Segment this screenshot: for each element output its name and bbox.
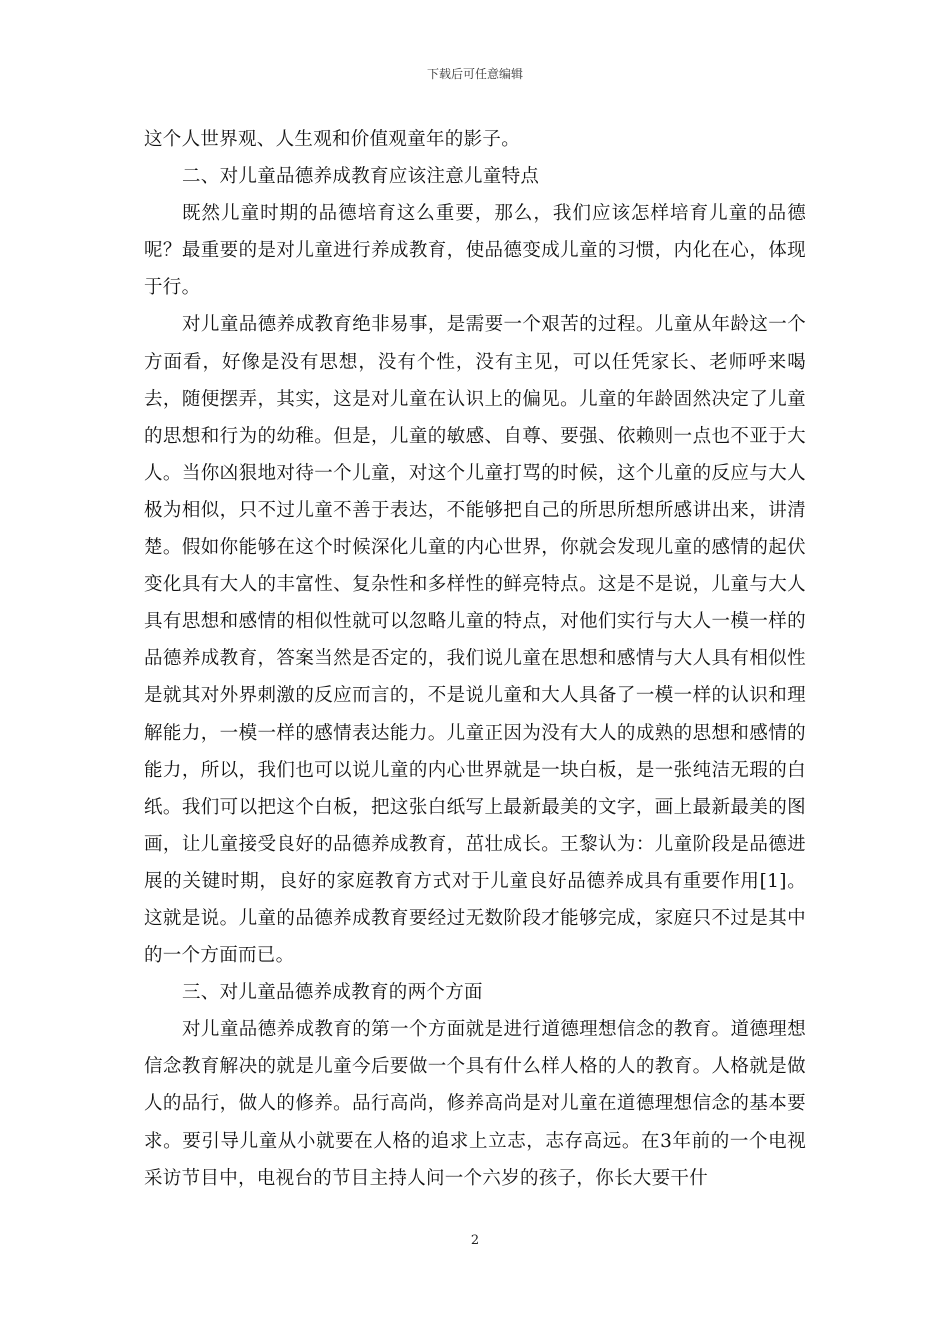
page-number: 2 [470, 1233, 480, 1248]
paragraph-continuation: 这个人世界观、人生观和价值观童年的影子。 [144, 129, 521, 150]
paragraph-1: 既然儿童时期的品德培育这么重要，那么，我们应该怎样培育儿童的品德呢？最重要的是对儿童进行养成教育，使品德变成儿童的习惯，内化在心，体现于行。 [144, 203, 806, 299]
document-body [144, 121, 806, 1197]
section-heading-2: 二、对儿童品德养成教育应该注意儿童特点 [182, 166, 540, 188]
page-header: 下载后可任意编辑 [426, 67, 523, 81]
paragraph-3: 对儿童品德养成教育的第一个方面就是进行道德理想信念的教育。道德理想信念教育解决的就是儿童今后要做一个具有什么样人格的人的教育。人格就是做人的品行，做人的修养。品行高尚，修养高尚是对儿童在道德理想信念的基本要求。要引导儿童从小就要在人格的追求上立志，志存高远。在3年前的一个电视采访节目中，电视台的节目主持人问一个六岁的孩子，你长大要干什 [144, 1019, 806, 1189]
section-heading-3: 三、对儿童品德养成教育的两个方面 [182, 982, 483, 1004]
paragraph-2: 对儿童品德养成教育绝非易事，是需要一个艰苦的过程。儿童从年龄这一个方面看，好像是没有思想，没有个性，没有主见，可以任凭家长、老师呼来喝去，随便摆弄，其实，这是对儿童在认识上的偏见。儿童的年龄固然决定了儿童的思想和行为的幼稚。但是，儿童的敏感、自尊、要强、依赖则一点也不亚于大人。当你凶狠地对待一个儿童，对这个儿童打骂的时候，这个儿童的反应与大人极为相似，只不过儿童不善于表达，不能够把自己的所思所想所感讲出来，讲清楚。假如你能够在这个时候深化儿童的内心世界，你就会发现儿童的感情的起伏变化具有大人的丰富性、复杂性和多样性的鲜亮特点。这是不是说，儿童与大人具有思想和感情的相似性就可以忽略儿童的特点，对他们实行与大人一模一样的品德养成教育，答案当然是否定的，我们说儿童在思想和感情与大人具有相似性是就其对外界刺激的反应而言的，不是说儿童和大人具备了一模一样的认识和理解能力，一模一样的感情表达能力。儿童正因为没有大人的成熟的思想和感情的能力，所以，我们也可以说儿童的内心世界就是一块白板，是一张纯洁无瑕的白纸。我们可以把这个白板，把这张白纸写上最新最美的文字，画上最新最美的图画，让儿童接受良好的品德养成教育，茁壮成长。王黎认为：儿童阶段是品德进展的关键时期，良好的家庭教育方式对于儿童良好品德养成具有重要作用[1]。这就是说。儿童的品德养成教育要经过无数阶段才能够完成，家庭只不过是其中的一个方面而已。 [144, 314, 806, 967]
